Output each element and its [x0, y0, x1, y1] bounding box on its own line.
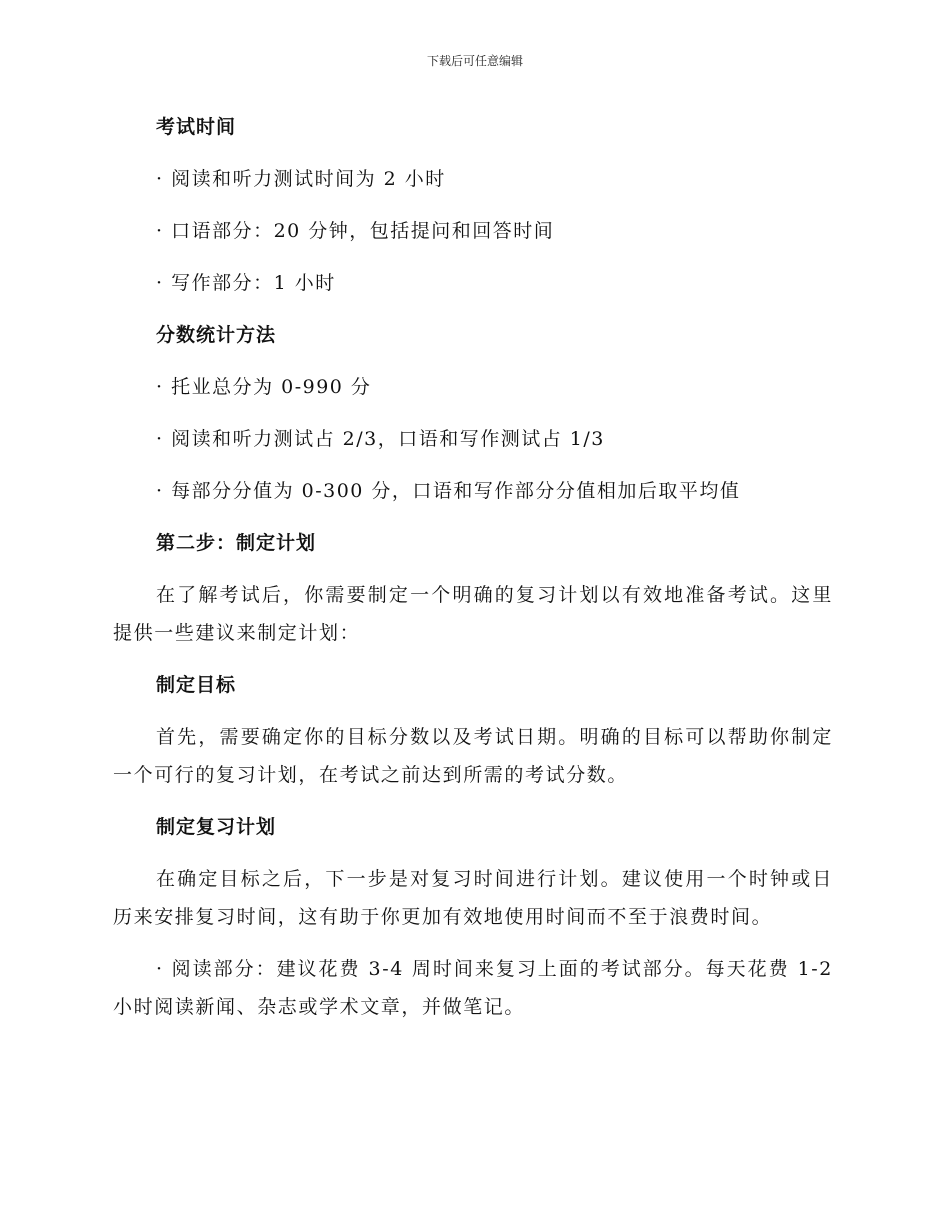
paragraph-step2-intro: 在了解考试后，你需要制定一个明确的复习计划以有效地准备考试。这里提供一些建议来制定计划： — [113, 584, 833, 644]
page-header: 下载后可任意编辑 — [426, 54, 523, 68]
heading-set-goal: 制定目标 — [156, 674, 237, 696]
heading-scoring: 分数统计方法 — [156, 324, 277, 346]
bullet-speaking-time: · 口语部分：20 分钟，包括提问和回答时间 — [156, 220, 555, 242]
bullet-writing-time: · 写作部分：1 小时 — [156, 272, 336, 294]
paragraph-set-goal: 首先，需要确定你的目标分数以及考试日期。明确的目标可以帮助你制定一个可行的复习计划，在考试之前达到所需的考试分数。 — [113, 726, 833, 786]
heading-exam-time: 考试时间 — [156, 116, 237, 138]
bullet-part-score: · 每部分分值为 0-300 分，口语和写作部分分值相加后取平均值 — [156, 480, 741, 502]
paragraph-reading-part: · 阅读部分：建议花费 3-4 周时间来复习上面的考试部分。每天花费 1-2 小时阅读新闻、杂志或学术文章，并做笔记。 — [113, 958, 833, 1018]
paragraph-review-plan: 在确定目标之后，下一步是对复习时间进行计划。建议使用一个时钟或日历来安排复习时间，这有助于你更加有效地使用时间而不至于浪费时间。 — [113, 868, 833, 928]
heading-step2: 第二步：制定计划 — [156, 532, 317, 554]
bullet-weighting: · 阅读和听力测试占 2/3，口语和写作测试占 1/3 — [156, 428, 605, 450]
bullet-total-score: · 托业总分为 0-990 分 — [156, 376, 372, 398]
bullet-read-listen-time: · 阅读和听力测试时间为 2 小时 — [156, 168, 446, 190]
document-body — [113, 108, 833, 1040]
heading-review-plan: 制定复习计划 — [156, 816, 277, 838]
